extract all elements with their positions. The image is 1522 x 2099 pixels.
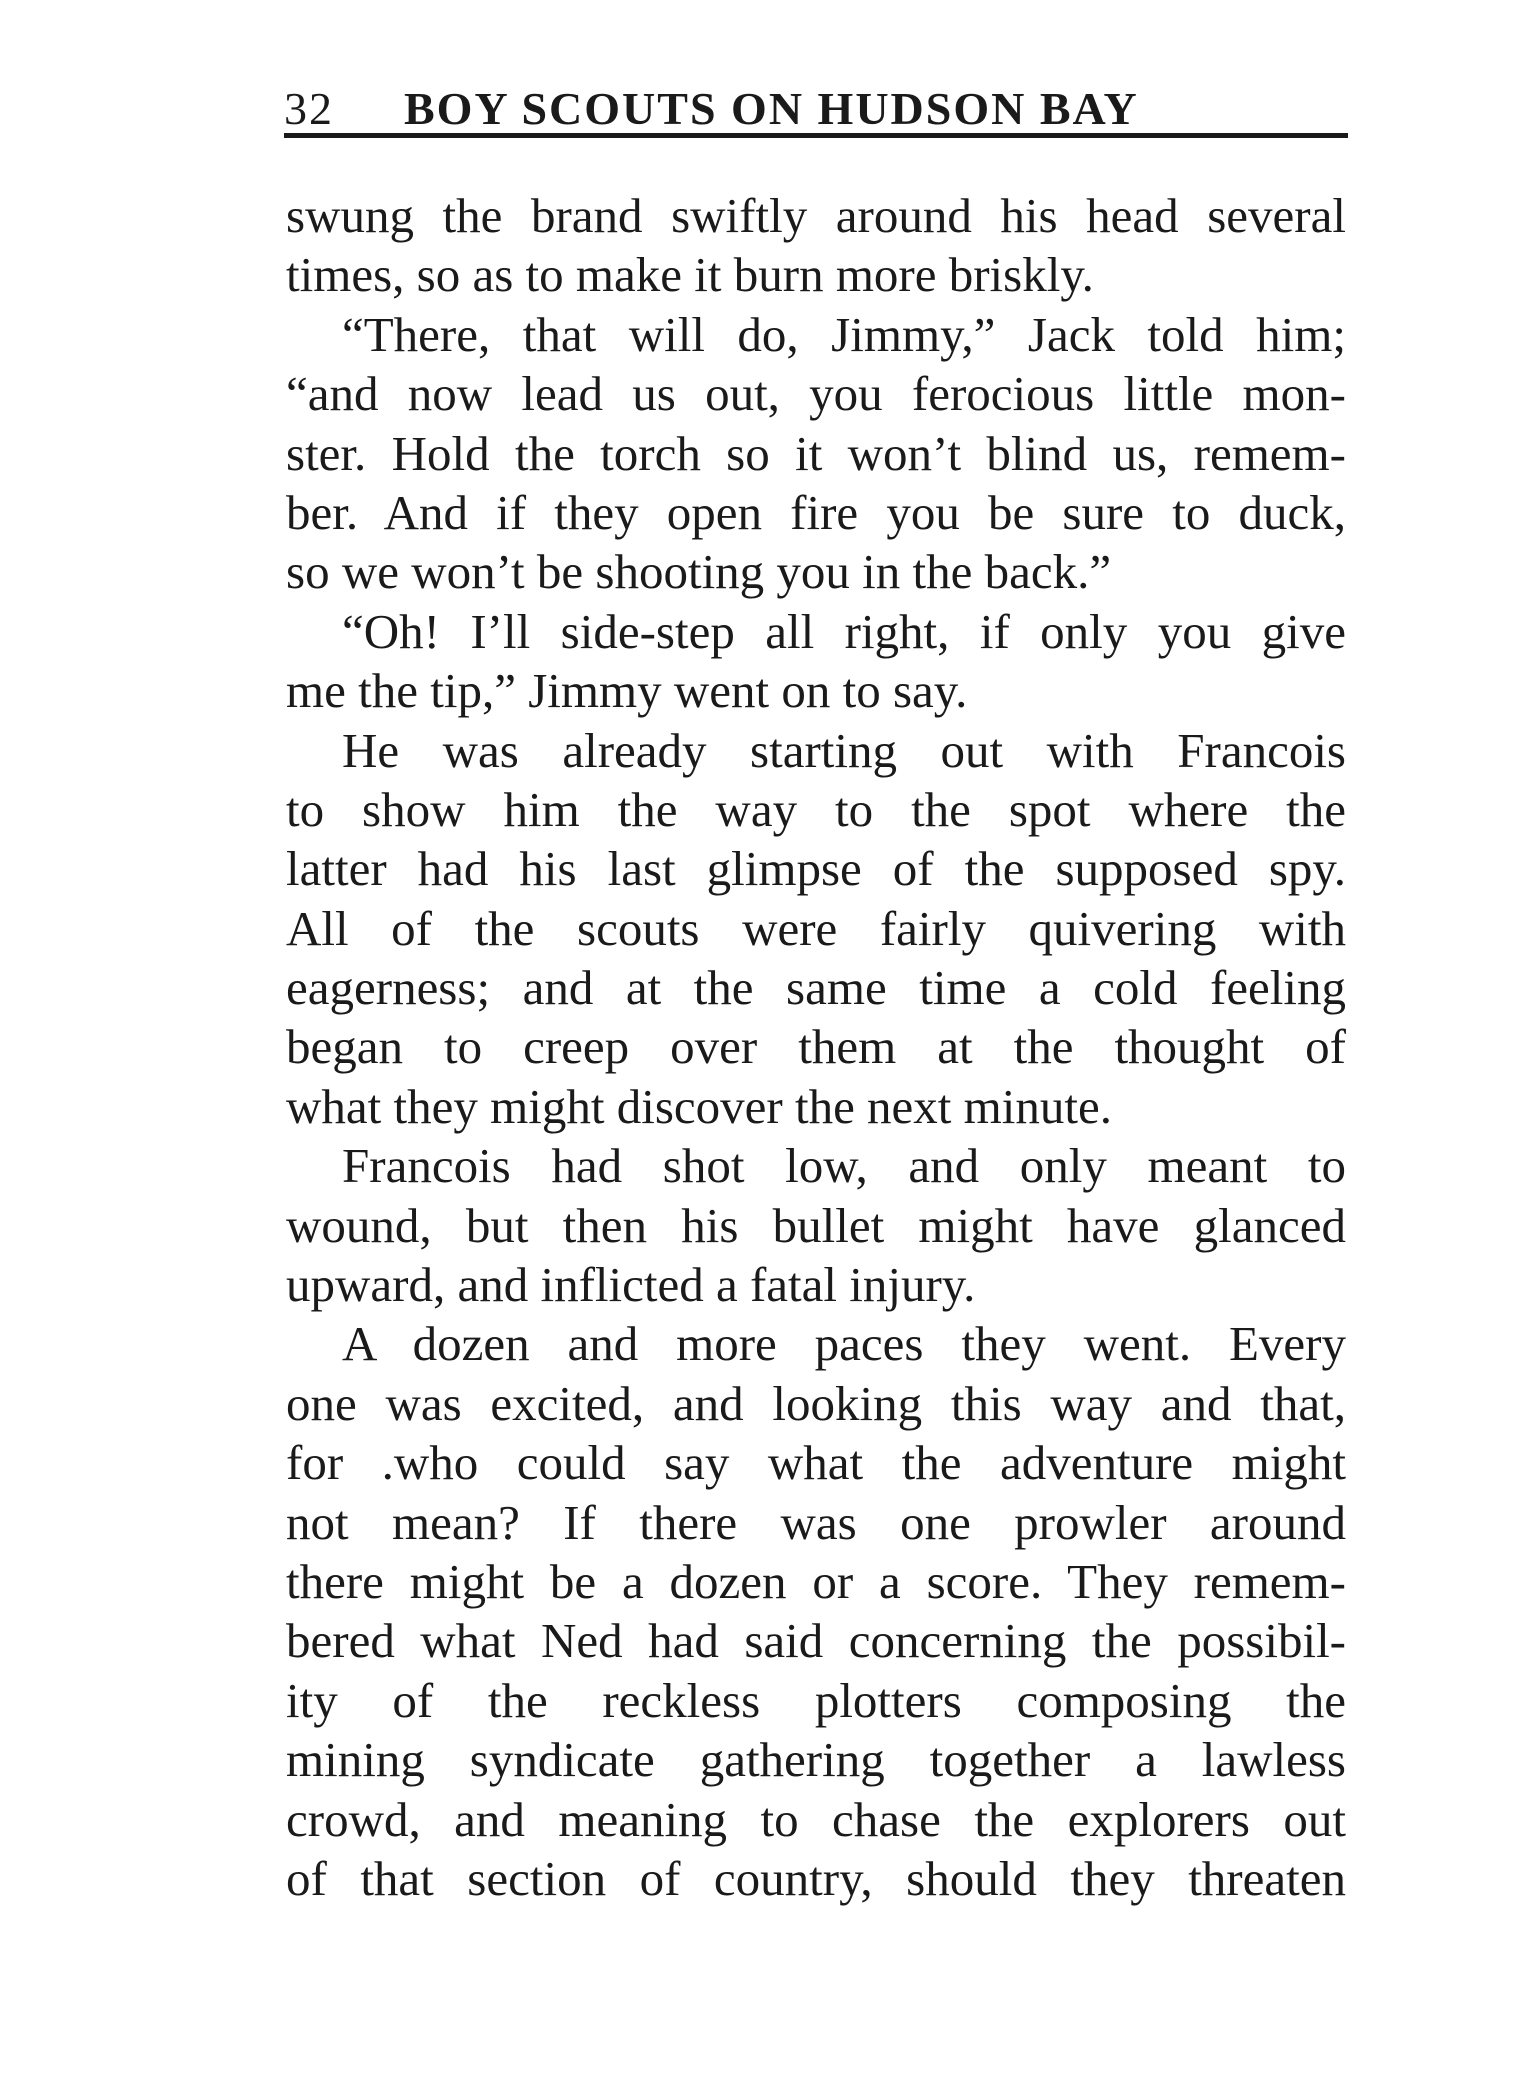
header-rule bbox=[284, 133, 1348, 138]
text-line: one was excited, and looking this way and that, bbox=[286, 1375, 1346, 1431]
text-line: crowd, and meaning to chase the explorers out bbox=[286, 1791, 1346, 1847]
text-line: of that section of country, should they threaten bbox=[286, 1850, 1346, 1906]
text-line: times, so as to make it burn more briskly. bbox=[286, 247, 1094, 303]
text-line: ity of the reckless plotters composing the bbox=[286, 1672, 1346, 1728]
text-line: wound, but then his bullet might have glanced bbox=[286, 1197, 1346, 1253]
text-line: me the tip,” Jimmy went on to say. bbox=[286, 663, 968, 719]
running-title: BOY SCOUTS ON HUDSON BAY bbox=[404, 83, 1139, 134]
text-line: what they might discover the next minute. bbox=[286, 1078, 1113, 1134]
text-line: A dozen and more paces they went. Every bbox=[342, 1316, 1346, 1372]
text-line: eagerness; and at the same time a cold feeling bbox=[286, 960, 1346, 1016]
text-line: began to creep over them at the thought of bbox=[286, 1019, 1346, 1075]
body-text bbox=[286, 186, 1346, 1908]
text-line: upward, and inflicted a fatal injury. bbox=[286, 1257, 976, 1313]
text-line: He was already starting out with Francois bbox=[342, 722, 1346, 778]
text-line: latter had his last glimpse of the supposed spy. bbox=[286, 841, 1346, 897]
text-line: ster. Hold the torch so it won’t blind us, remem- bbox=[286, 425, 1346, 481]
text-line: mining syndicate gathering together a lawless bbox=[286, 1732, 1346, 1788]
text-line: bered what Ned had said concerning the possibil- bbox=[286, 1613, 1346, 1669]
text-line: “and now lead us out, you ferocious little mon- bbox=[286, 366, 1346, 422]
text-line: ber. And if they open fire you be sure to duck, bbox=[286, 484, 1346, 540]
page-number: 32 bbox=[284, 83, 334, 134]
text-line: there might be a dozen or a score. They remem- bbox=[286, 1553, 1346, 1609]
text-line: All of the scouts were fairly quivering with bbox=[286, 900, 1346, 956]
text-line: Francois had shot low, and only meant to bbox=[342, 1138, 1346, 1194]
text-line: swung the brand swiftly around his head several bbox=[286, 188, 1346, 243]
text-line: for .who could say what the adventure might bbox=[286, 1435, 1346, 1491]
text-line: not mean? If there was one prowler around bbox=[286, 1494, 1346, 1550]
text-line: to show him the way to the spot where the bbox=[286, 781, 1346, 837]
text-line: “Oh! I’ll side-step all right, if only you give bbox=[342, 603, 1346, 659]
text-line: “There, that will do, Jimmy,” Jack told him; bbox=[342, 306, 1346, 362]
text-line: so we won’t be shooting you in the back.” bbox=[286, 544, 1112, 600]
